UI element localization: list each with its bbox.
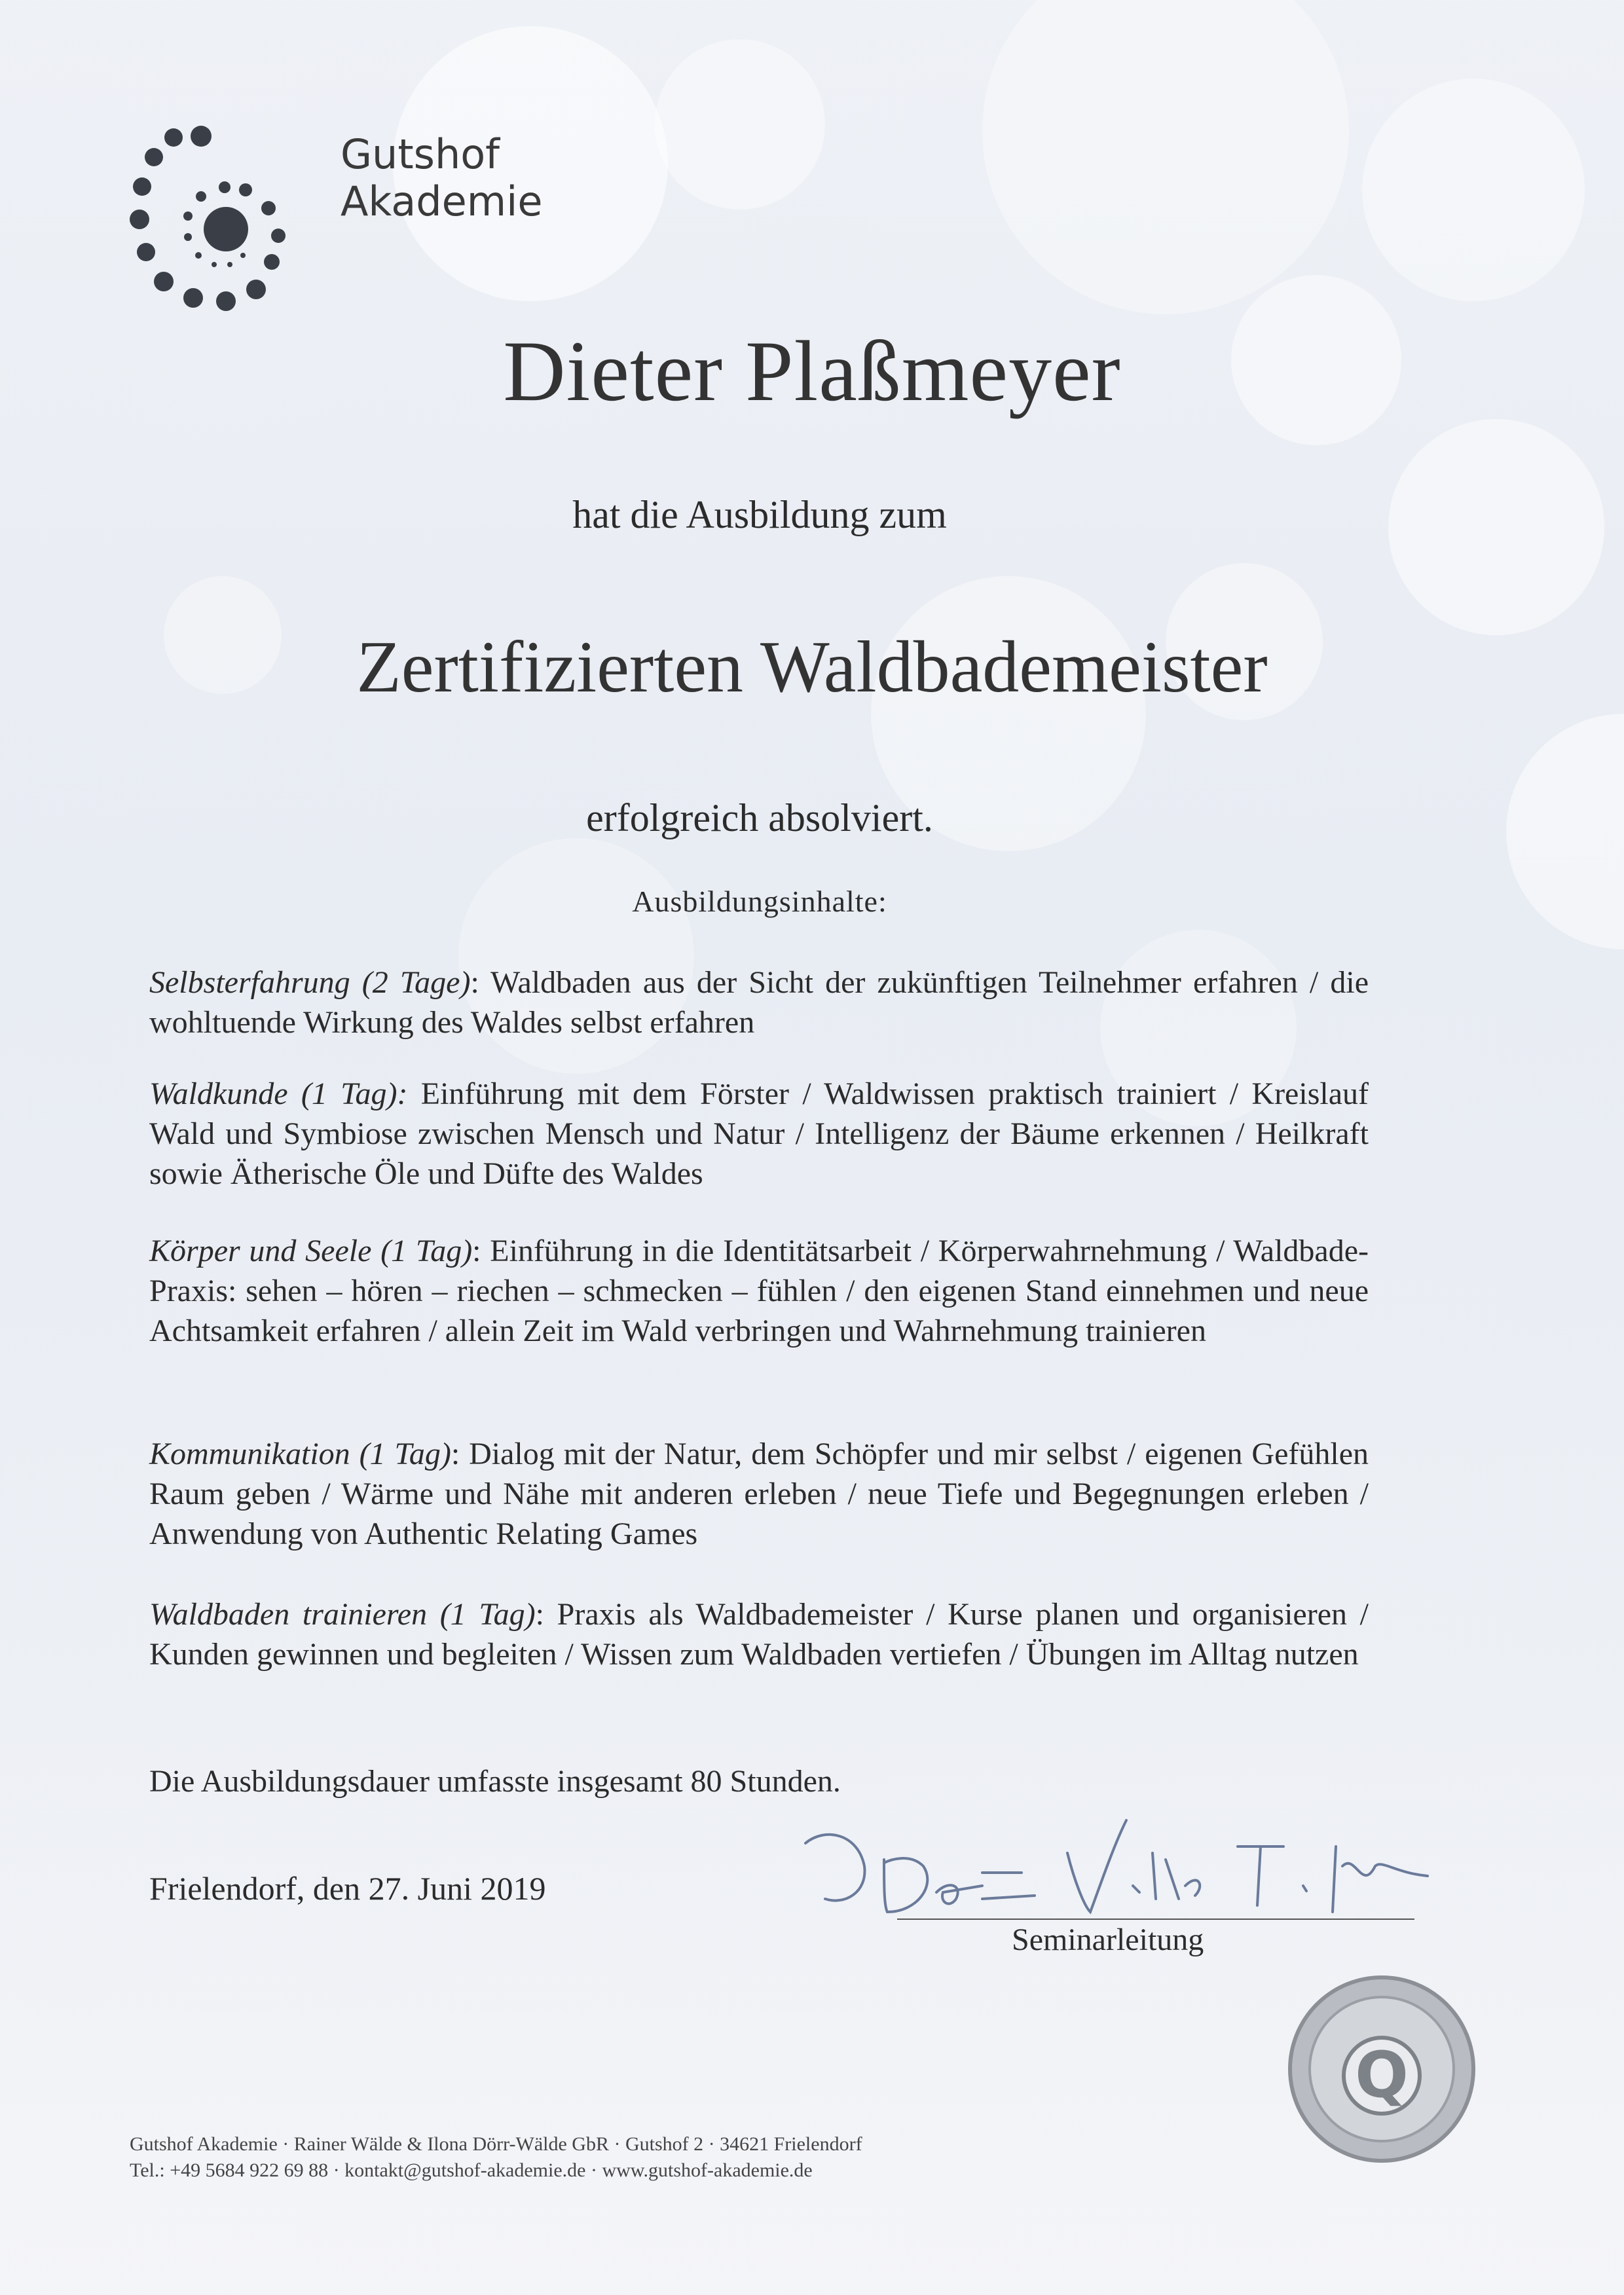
- module-title: Waldbaden trainieren (1 Tag): [149, 1597, 536, 1632]
- recipient-name: Dieter Plaßmeyer: [503, 323, 1121, 419]
- module-paragraph: [149, 1434, 1369, 1554]
- logo-dot: [164, 128, 183, 147]
- quality-seal: [1283, 1971, 1480, 2167]
- logo-dot: [154, 272, 174, 291]
- logo-dot: [264, 254, 280, 270]
- module-paragraph: [149, 1594, 1369, 1674]
- footer-line-1: Gutshof Akademie · Rainer Wälde & Ilona Dörr-Wälde GbR · Gutshof 2 · 34621 Frielendorf: [130, 2133, 862, 2155]
- certificate-title: Zertifizierten Waldbademeister: [356, 627, 1268, 708]
- module-text: : Einführung in die Identitätsarbeit / Körperwahrnehmung / Waldbade-Praxis: sehen – hören – riechen – schmecken – fühlen / den eigenen Stand einnehmen und neue Achtsamkeit erfahren / allein Zeit im Wald verbringen und Wahrnehmung trainieren: [149, 1234, 1369, 1348]
- module-title: Kommunikation (1 Tag): [149, 1437, 451, 1471]
- logo-dot: [196, 191, 206, 202]
- module-paragraph: [149, 1074, 1369, 1194]
- logo-dot: [216, 291, 236, 311]
- logo-dot: [137, 243, 155, 261]
- certificate-intro: hat die Ausbildung zum: [572, 493, 947, 536]
- module-paragraph: [149, 963, 1369, 1042]
- background-bubble: [1362, 79, 1585, 301]
- logo-dot: [183, 211, 193, 221]
- certificate-outro: erfolgreich absolviert.: [586, 796, 933, 839]
- module-text: : Waldbaden aus der Sicht der zukünftigen Teilnehmer erfahren / die wohltuende Wirkung des Waldes selbst erfahren: [149, 965, 1369, 1040]
- footer-line-2: Tel.: +49 5684 922 69 88 · kontakt@gutshof-akademie.de · www.gutshof-akademie.de: [130, 2159, 813, 2181]
- module-text: Einführung mit dem Förster / Waldwissen praktisch trainiert / Kreislauf Wald und Symbiose zwischen Mensch und Natur / Intelligenz der Bäume erkennen / Heilkraft sowie Ätherische Öle und Düfte des Waldes: [149, 1076, 1369, 1191]
- logo-dot: [246, 280, 266, 299]
- logo-dot: [239, 183, 252, 196]
- logo-dot: [261, 201, 276, 215]
- signature-label: Seminarleitung: [1012, 1922, 1204, 1957]
- brand-line-1: Gutshof: [341, 130, 500, 178]
- place-date: Frielendorf, den 27. Juni 2019: [149, 1870, 546, 1907]
- module-title: Körper und Seele (1 Tag): [149, 1234, 473, 1268]
- logo-dot: [195, 252, 202, 259]
- logo-dot: [145, 148, 163, 166]
- module-text: : Praxis als Waldbademeister / Kurse planen und organisieren / Kunden gewinnen und begleiten / Wissen zum Waldbaden vertiefen / Übungen im Alltag nutzen: [149, 1597, 1369, 1672]
- module-text: : Dialog mit der Natur, dem Schöpfer und mir selbst / eigenen Gefühlen Raum geben / Wärme und Nähe mit anderen erleben / neue Tiefe und Begegnungen erleben / Anwendung von Authentic Relating Games: [149, 1437, 1369, 1551]
- background-bubble: [655, 39, 825, 210]
- brand-line-2: Akademie: [341, 177, 543, 225]
- gutshof-logo: [128, 124, 311, 347]
- footer: [130, 2131, 862, 2184]
- logo-dot: [219, 181, 231, 193]
- duration-text: Die Ausbildungsdauer umfasste insgesamt 80 Stunden.: [149, 1764, 841, 1799]
- logo-dot: [133, 177, 151, 196]
- logo-dot: [183, 288, 203, 308]
- module-title: Waldkunde (1 Tag):: [149, 1076, 408, 1111]
- logo-dot: [130, 210, 149, 229]
- module-title: Selbsterfahrung (2 Tage): [149, 965, 471, 1000]
- logo-dot: [271, 229, 286, 243]
- logo-dot: [240, 253, 246, 258]
- logo-dot: [191, 126, 212, 147]
- logo-dot: [204, 207, 248, 251]
- brand-name: [341, 131, 543, 225]
- logo-dot: [212, 262, 217, 267]
- logo-dot: [227, 262, 232, 267]
- seal-letter: Q: [1355, 2038, 1409, 2112]
- signature-line: [897, 1919, 1414, 1920]
- background-bubble: [982, 0, 1349, 314]
- contents-heading: Ausbildungsinhalte:: [632, 885, 887, 918]
- module-paragraph: [149, 1231, 1369, 1351]
- signature: [786, 1814, 1434, 1925]
- background-bubble: [1506, 714, 1624, 949]
- logo-dot: [184, 233, 192, 241]
